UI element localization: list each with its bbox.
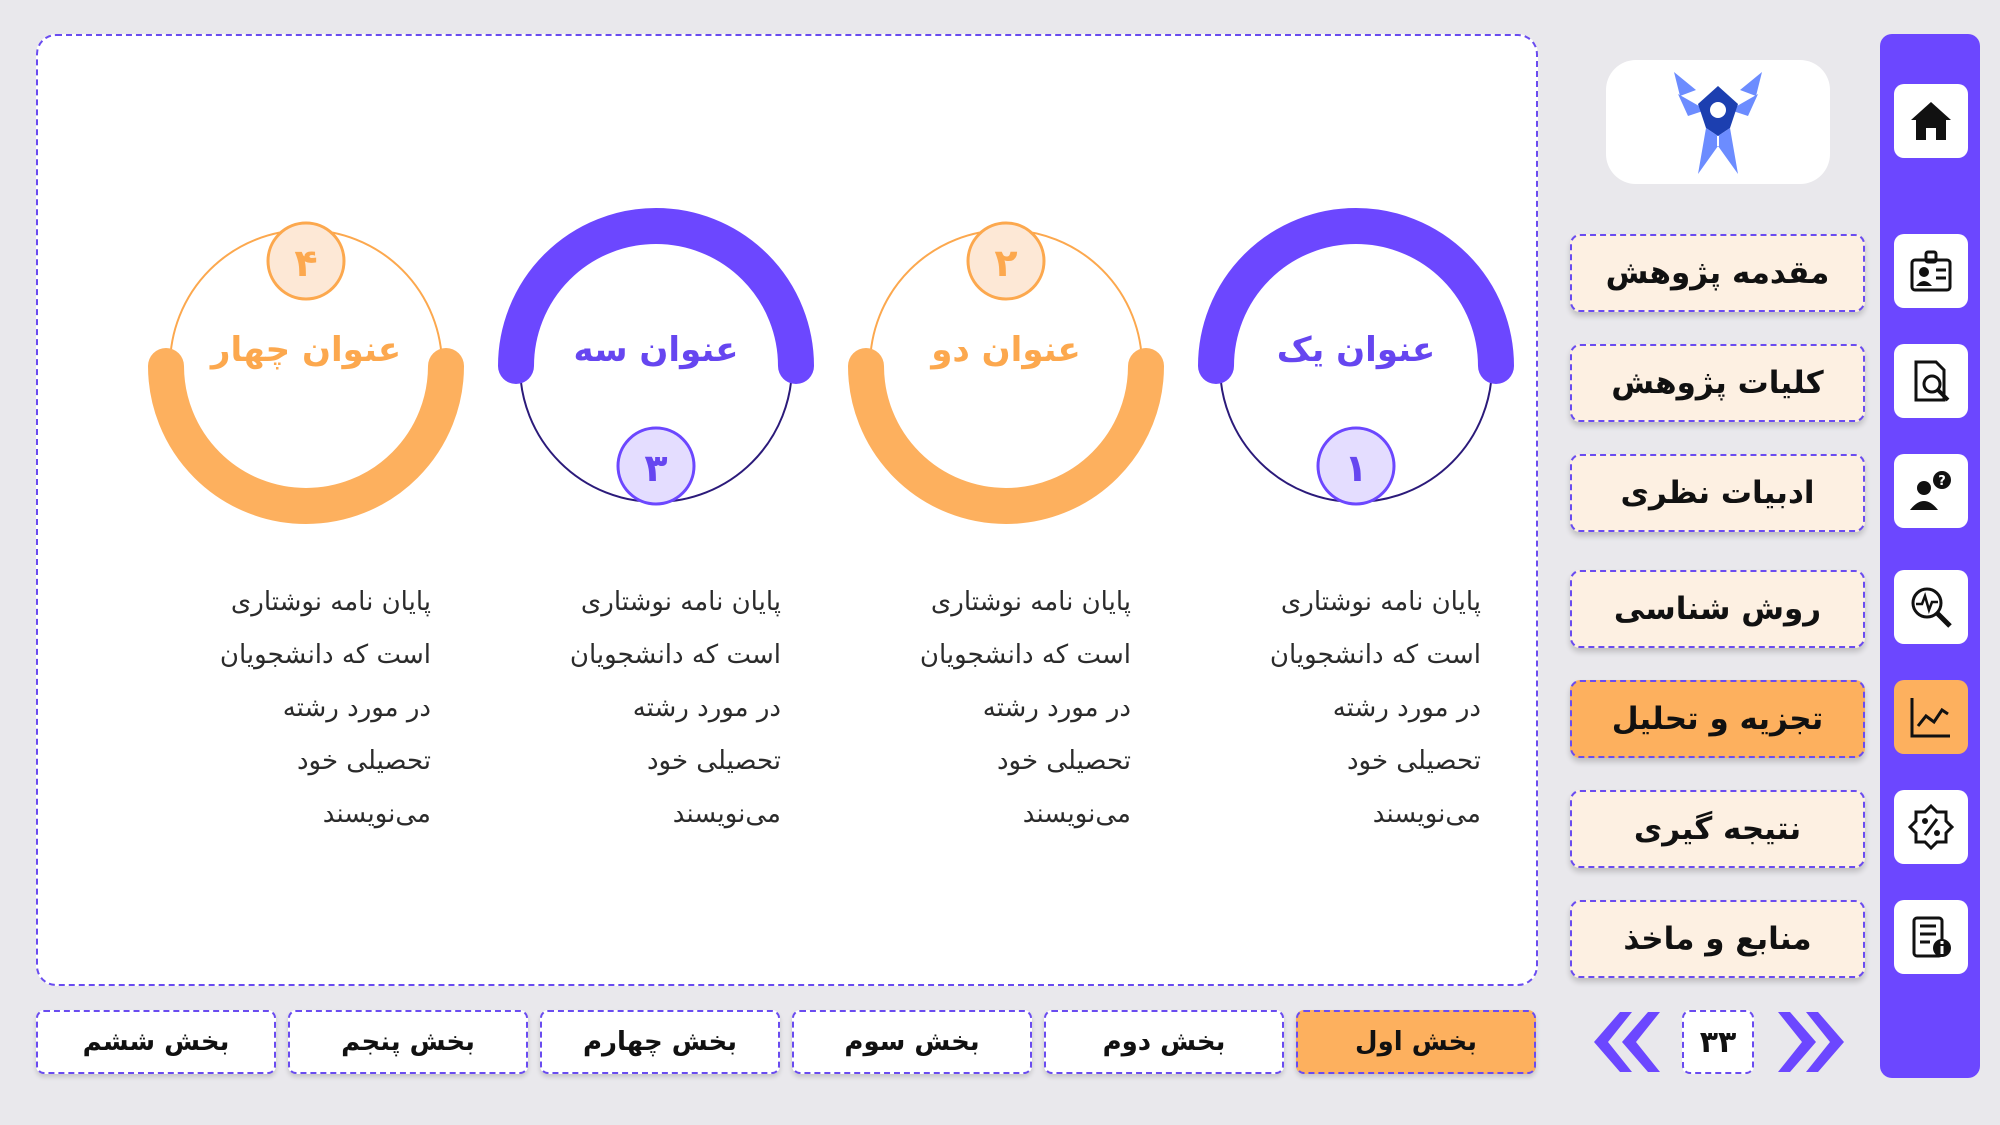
item-number: ۴	[294, 241, 318, 285]
desc-line: در مورد رشته	[282, 693, 431, 723]
sidebar-conclusion-button[interactable]	[1894, 790, 1968, 864]
desc-line: می‌نویسند	[1022, 799, 1131, 829]
desc-line: تحصیلی خود	[1346, 746, 1481, 776]
sidebar-literature-button[interactable]	[1894, 454, 1968, 528]
tab-section-six[interactable]: بخش ششم	[36, 1010, 276, 1074]
item-description	[1231, 576, 1481, 841]
tab-section-one[interactable]: بخش اول	[1296, 1010, 1536, 1074]
desc-line: است که دانشجویان	[919, 640, 1131, 670]
desc-line: در مورد رشته	[1332, 693, 1481, 723]
home-icon	[1906, 96, 1956, 146]
item-number: ۳	[644, 446, 668, 490]
content-panel	[36, 34, 1538, 986]
sidebar-references-button[interactable]	[1894, 900, 1968, 974]
item-description	[181, 576, 431, 841]
university-logo	[1668, 66, 1768, 178]
menu-research-overview-button[interactable]: کلیات پژوهش	[1570, 344, 1865, 422]
ring-one	[1206, 216, 1506, 576]
desc-line: در مورد رشته	[632, 693, 781, 723]
desc-line: پایان نامه نوشتاری	[230, 587, 431, 617]
chart-icon	[1906, 692, 1956, 742]
id-card-icon	[1906, 246, 1956, 296]
next-page-button[interactable]	[1776, 1008, 1854, 1076]
item-two	[856, 36, 1156, 988]
double-chevron-left-icon	[1584, 1008, 1662, 1076]
percent-badge-icon	[1906, 802, 1956, 852]
desc-line: تحصیلی خود	[996, 746, 1131, 776]
logo-card	[1606, 60, 1830, 184]
tab-section-three[interactable]: بخش سوم	[792, 1010, 1032, 1074]
ring-arc	[166, 366, 446, 506]
desc-line: می‌نویسند	[1372, 799, 1481, 829]
ring-three	[506, 216, 806, 576]
item-number: ۱	[1344, 446, 1368, 490]
item-description	[531, 576, 781, 841]
analysis-magnifier-icon	[1906, 582, 1956, 632]
tab-section-four[interactable]: بخش چهارم	[540, 1010, 780, 1074]
menu-conclusion-button[interactable]: نتیجه گیری	[1570, 790, 1865, 868]
ring-arc	[866, 366, 1146, 506]
desc-line: تحصیلی خود	[646, 746, 781, 776]
ring-two	[856, 216, 1156, 576]
desc-line: پایان نامه نوشتاری	[580, 587, 781, 617]
desc-line: در مورد رشته	[982, 693, 1131, 723]
desc-line: تحصیلی خود	[296, 746, 431, 776]
menu-analysis-button[interactable]: تجزیه و تحلیل	[1570, 680, 1865, 758]
home-button[interactable]	[1894, 84, 1968, 158]
item-title: عنوان دو	[931, 330, 1081, 370]
prev-page-button[interactable]	[1584, 1008, 1662, 1076]
item-three	[506, 36, 806, 988]
sidebar-methodology-button[interactable]	[1894, 570, 1968, 644]
item-one	[1206, 36, 1506, 988]
sidebar-overview-button[interactable]	[1894, 344, 1968, 418]
document-search-icon	[1906, 356, 1956, 406]
desc-line: است که دانشجویان	[1269, 640, 1481, 670]
tab-section-five[interactable]: بخش پنجم	[288, 1010, 528, 1074]
sidebar	[1880, 34, 1980, 1078]
menu-references-button[interactable]: منابع و ماخذ	[1570, 900, 1865, 978]
tab-section-two[interactable]: بخش دوم	[1044, 1010, 1284, 1074]
menu-research-intro-button[interactable]: مقدمه پژوهش	[1570, 234, 1865, 312]
svg-text:?: ?	[1938, 474, 1946, 489]
desc-line: است که دانشجویان	[219, 640, 431, 670]
desc-line: پایان نامه نوشتاری	[1280, 587, 1481, 617]
sidebar-analysis-button[interactable]	[1894, 680, 1968, 754]
desc-line: است که دانشجویان	[569, 640, 781, 670]
item-number: ۲	[994, 241, 1018, 285]
item-title: عنوان یک	[1276, 330, 1436, 370]
desc-line: پایان نامه نوشتاری	[930, 587, 1131, 617]
item-title: عنوان سه	[573, 330, 739, 370]
sidebar-intro-button[interactable]	[1894, 234, 1968, 308]
page-number: ۳۳	[1682, 1010, 1754, 1074]
item-four	[156, 36, 456, 988]
ring-four	[156, 216, 456, 576]
desc-line: می‌نویسند	[672, 799, 781, 829]
report-info-icon	[1906, 912, 1956, 962]
desc-line: می‌نویسند	[322, 799, 431, 829]
menu-literature-button[interactable]: ادبیات نظری	[1570, 454, 1865, 532]
item-description	[881, 576, 1131, 841]
item-title: عنوان چهار	[210, 330, 402, 370]
menu-methodology-button[interactable]: روش شناسی	[1570, 570, 1865, 648]
user-question-icon	[1906, 466, 1956, 516]
double-chevron-right-icon	[1776, 1008, 1854, 1076]
